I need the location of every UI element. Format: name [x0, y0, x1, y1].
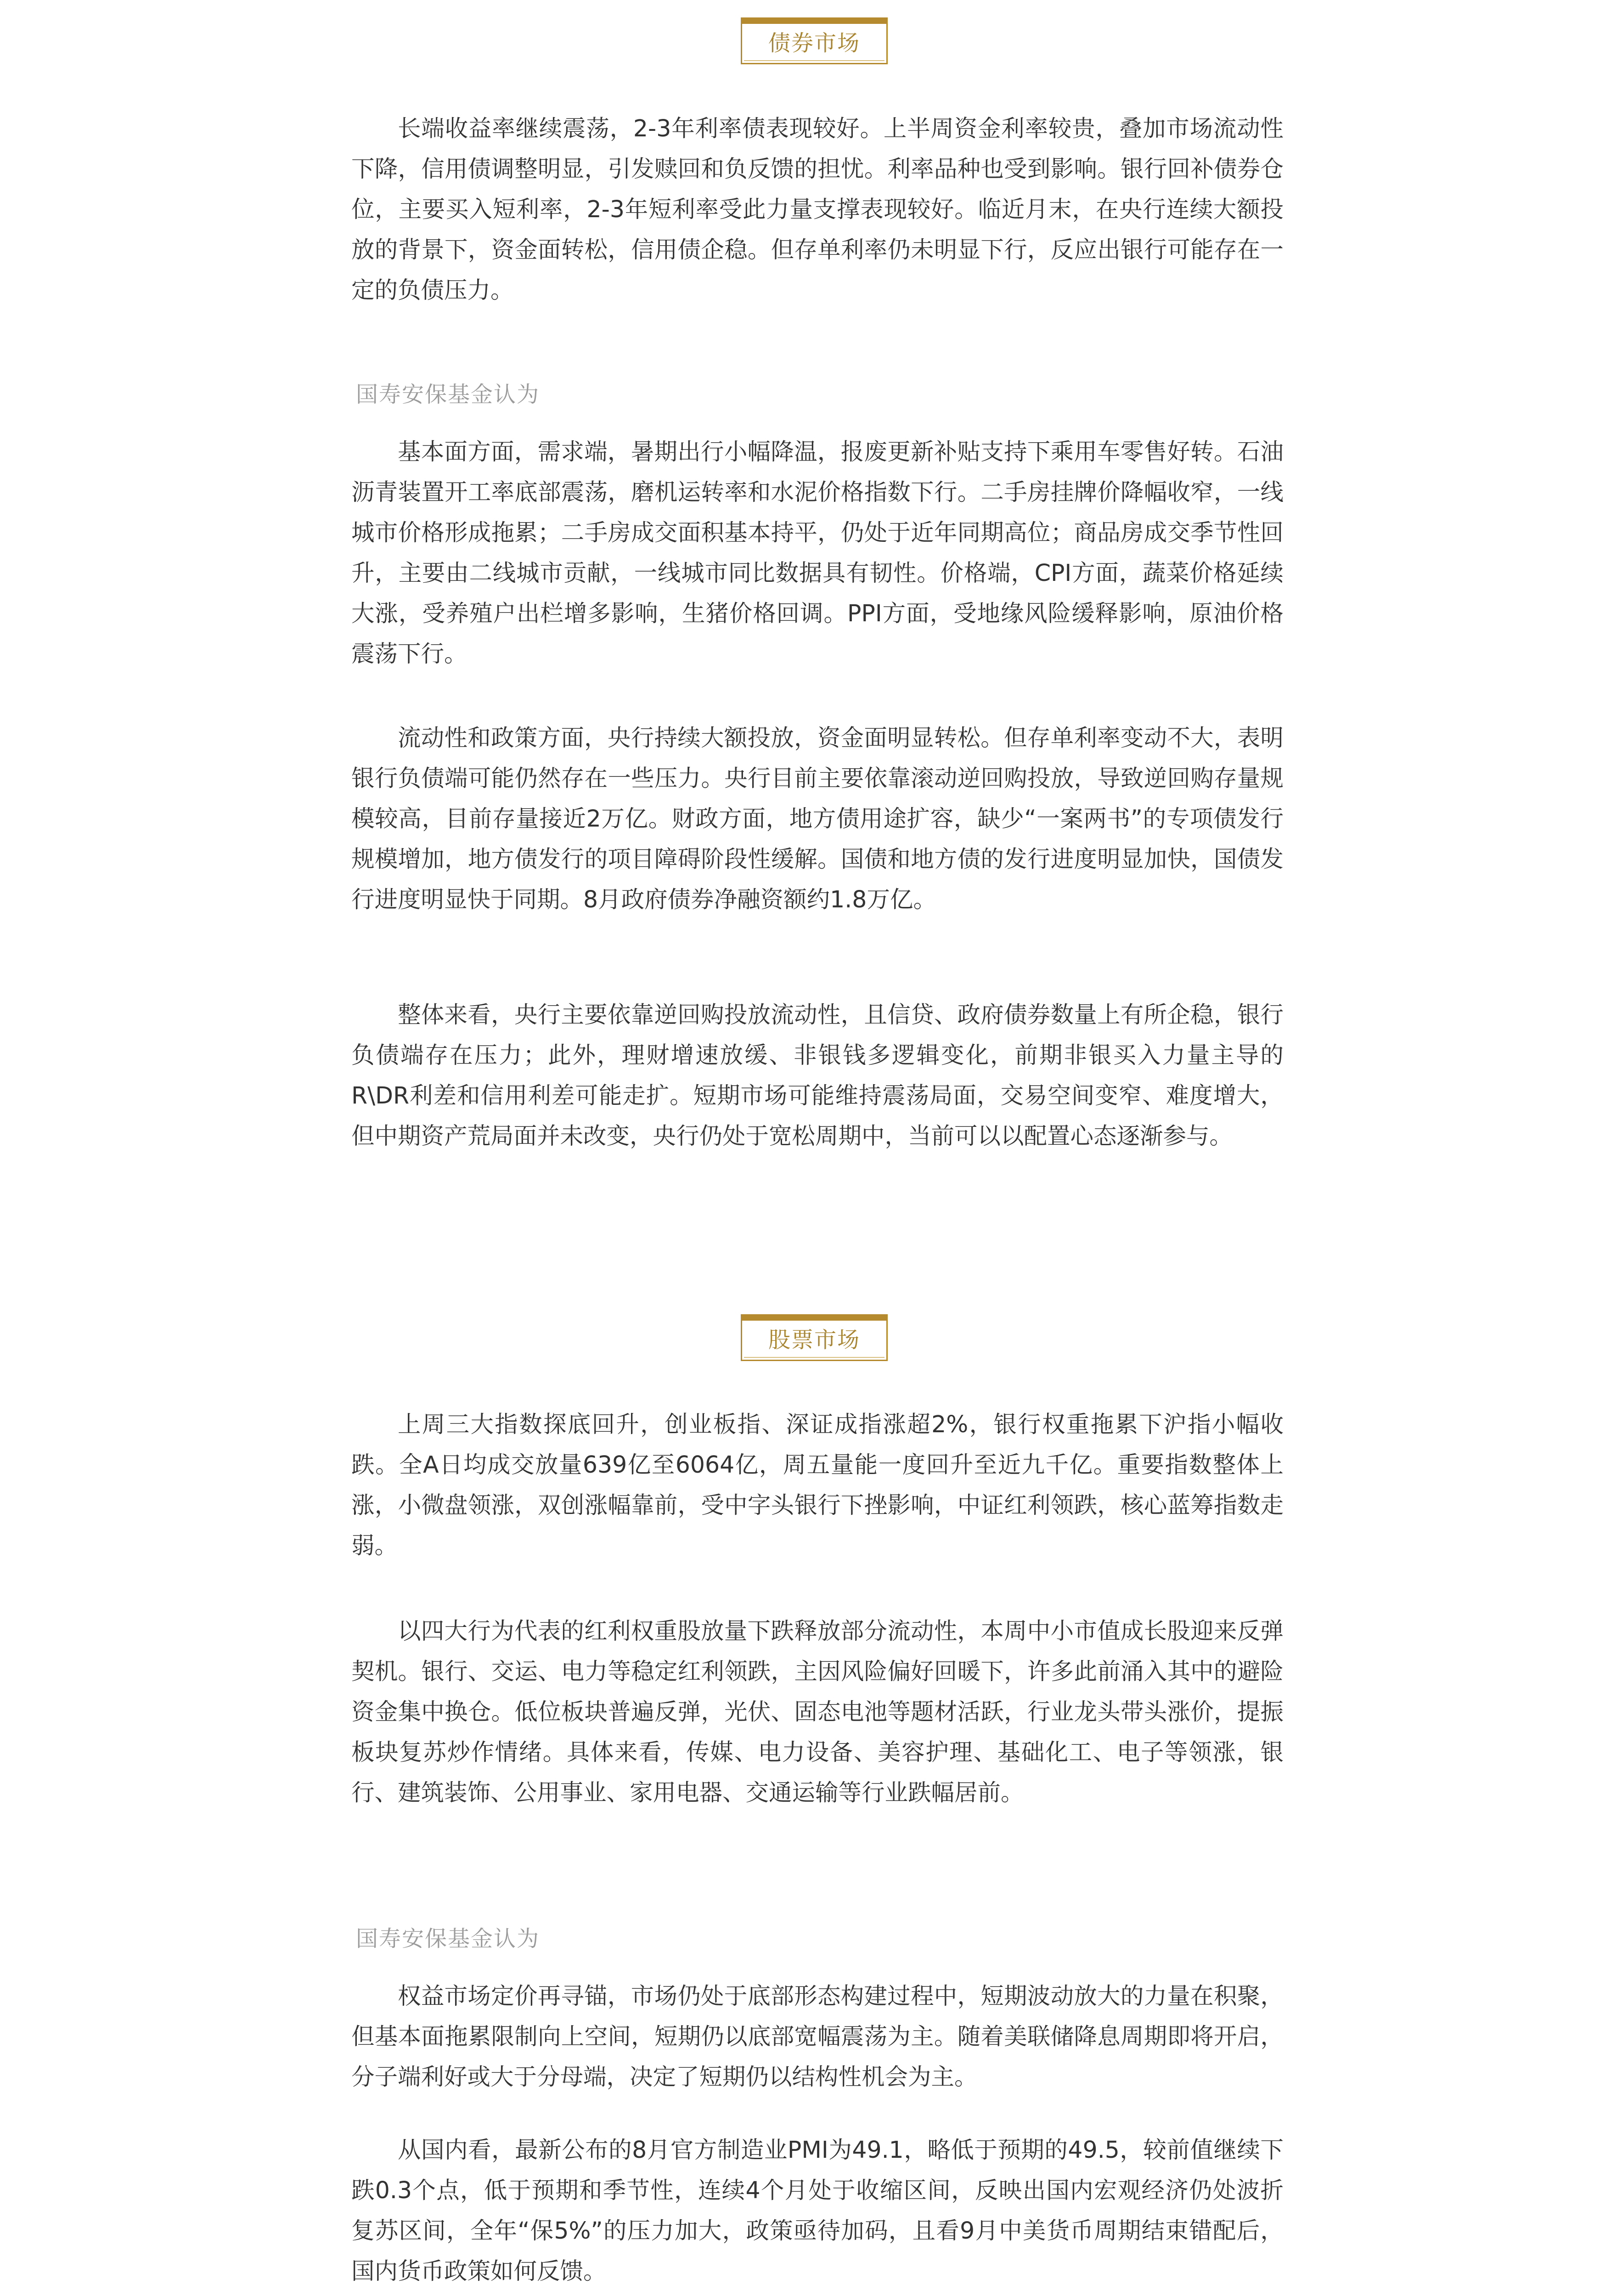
bond-view-fundamentals: 基本面方面，需求端，暑期出行小幅降温，报废更新补贴支持下乘用车零售好转。石油沥青装置开工率底部震荡，磨机运转率和水泥价格指数下行。二手房挂牌价降幅收窄，一线城市价格形成拖累；二手房成交面积基本持平，仍处于近年同期高位；商品房成交季节性回升，主要由二线城市贡献，一线城市同比数据具有韧性。价格端，CPI方面，蔬菜价格延续大涨，受养殖户出栏增多影响，生猪价格回调。PPI方面，受地缘风险缓释影响，原油价格震荡下行。	[351, 438, 1284, 667]
bond-view-overall: 整体来看，央行主要依靠逆回购投放流动性，且信贷、政府债券数量上有所企稳，银行负债端存在压力；此外，理财增速放缓、非银钱多逻辑变化，前期非银买入力量主导的R\DR利差和信用利差可能走扩。短期市场可能维持震荡局面，交易空间变窄、难度增大，但中期资产荒局面并未改变，央行仍处于宽松周期中，当前可以以配置心态逐渐参与。	[351, 1001, 1284, 1149]
bond-summary: 长端收益率继续震荡，2-3年利率债表现较好。上半周资金利率较贵，叠加市场流动性下降，信用债调整明显，引发赎回和负反馈的担忧。利率品种也受到影响。银行回补债券仓位，主要买入短利率，2-3年短利率受此力量支撑表现较好。临近月末，在央行连续大额投放的背景下，资金面转松，信用债企稳。但存单利率仍未明显下行，反应出银行可能存在一定的负债压力。	[351, 115, 1284, 304]
stock-view-pricing: 权益市场定价再寻锚，市场仍处于底部形态构建过程中，短期波动放大的力量在积聚，但基本面拖累限制向上空间，短期仍以底部宽幅震荡为主。随着美联储降息周期即将开启，分子端利好或大于分母端，决定了短期仍以结构性机会为主。	[351, 1982, 1284, 2090]
stock-section-title: 股票市场	[741, 1314, 888, 1361]
bond-view-heading: 国寿安保基金认为	[356, 382, 540, 407]
stock-summary-indices: 上周三大指数探底回升，创业板指、深证成指涨超2%，银行权重拖累下沪指小幅收跌。全A日均成交放量639亿至6064亿，周五量能一度回升至近九千亿。重要指数整体上涨，小微盘领涨，双创涨幅靠前，受中字头银行下挫影响，中证红利领跌，核心蓝筹指数走弱。	[351, 1411, 1284, 1559]
stock-view-domestic: 从国内看，最新公布的8月官方制造业PMI为49.1，略低于预期的49.5，较前值继续下跌0.3个点，低于预期和季节性，连续4个月处于收缩区间，反映出国内宏观经济仍处波折复苏区间，全年“保5%”的压力加大，政策亟待加码，且看9月中美货币周期结束错配后，国内货币政策如何反馈。	[351, 2136, 1284, 2285]
bond-view-liquidity: 流动性和政策方面，央行持续大额投放，资金面明显转松。但存单利率变动不大，表明银行负债端可能仍然存在一些压力。央行目前主要依靠滚动逆回购投放，导致逆回购存量规模较高，目前存量接近2万亿。财政方面，地方债用途扩容，缺少“一案两书”的专项债发行规模增加，地方债发行的项目障碍阶段性缓解。国债和地方债的发行进度明显加快，国债发行进度明显快于同期。8月政府债券净融资额约1.8万亿。	[351, 724, 1284, 913]
stock-view-heading: 国寿安保基金认为	[356, 1926, 540, 1952]
bond-section-title: 债券市场	[741, 17, 888, 64]
stock-summary-sectors: 以四大行为代表的红利权重股放量下跌释放部分流动性，本周中小市值成长股迎来反弹契机。银行、交运、电力等稳定红利领跌，主因风险偏好回暖下，许多此前涌入其中的避险资金集中换仓。低位板块普遍反弹，光伏、固态电池等题材活跃，行业龙头带头涨价，提振板块复苏炒作情绪。具体来看，传媒、电力设备、美容护理、基础化工、电子等领涨，银行、建筑装饰、公用事业、家用电器、交通运输等行业跌幅居前。	[351, 1617, 1284, 1806]
